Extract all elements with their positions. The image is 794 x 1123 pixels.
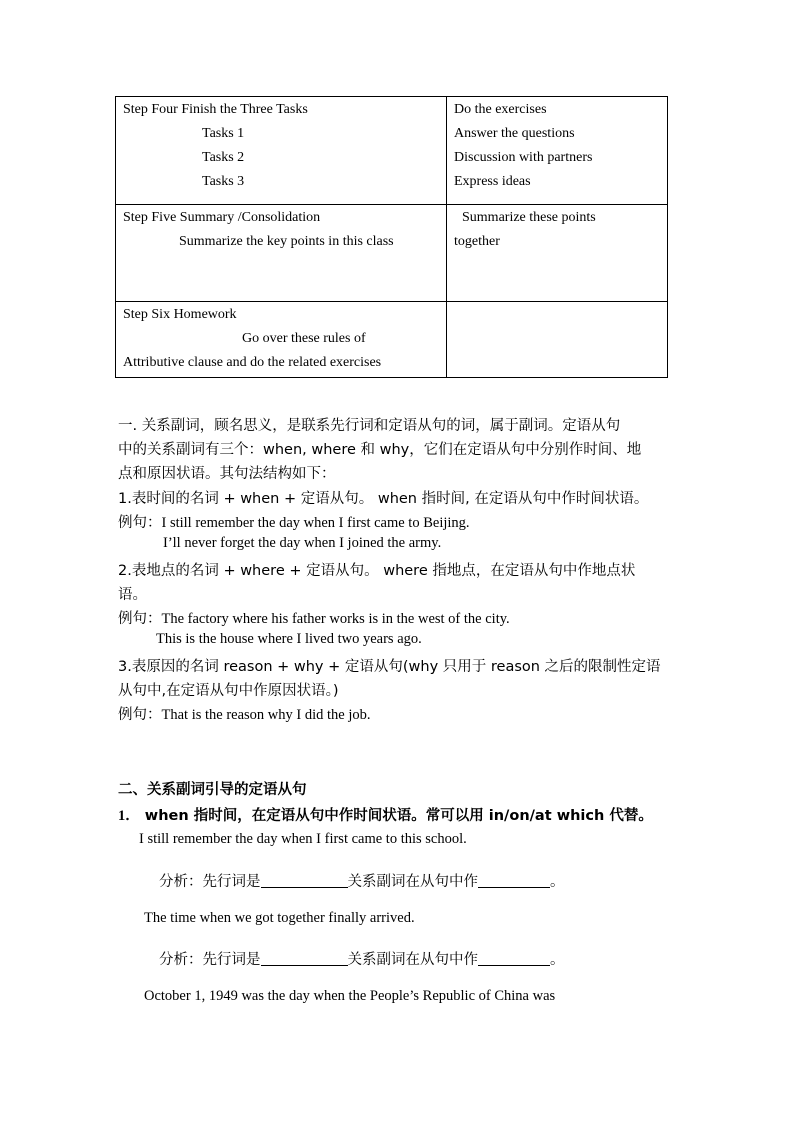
point-1: 1.表时间的名词 + when + 定语从句。 when 指时间, 在定语从句中作时间状语。 xyxy=(118,491,649,507)
step-five-cell xyxy=(116,205,447,302)
step-five-title: Step Five Summary /Consolidation xyxy=(123,210,321,225)
activity-discussion: Discussion with partners xyxy=(454,150,593,165)
answer-blank-antecedent[interactable] xyxy=(261,873,348,888)
table-row xyxy=(116,302,668,378)
example-1b: I’ll never forget the day when I joined the army. xyxy=(163,535,442,551)
answer-blank-function[interactable] xyxy=(478,873,550,888)
activity-together: together xyxy=(454,234,500,249)
point-2-line-2: 语。 xyxy=(118,587,147,603)
activity-exercises: Do the exercises xyxy=(454,102,547,117)
task-1: Tasks 1 xyxy=(202,126,245,141)
task-2: Tasks 2 xyxy=(202,150,245,165)
step-five-activities-cell xyxy=(447,205,668,302)
answer-blank-function[interactable] xyxy=(478,951,550,966)
analysis-1: 分析：先行词是 关系副词在从句中作 。 xyxy=(159,874,565,890)
table-row xyxy=(116,97,668,205)
example-sentence-2: The time when we got together finally arrived. xyxy=(144,910,415,926)
step-five-detail: Summarize the key points in this class xyxy=(179,234,394,249)
intro-line-2: 中的关系副词有三个：when, where 和 why，它们在定语从句中分别作时间、地 xyxy=(118,442,642,458)
example-sentence-3: October 1, 1949 was the day when the People’s Republic of China was xyxy=(144,988,556,1004)
answer-blank-antecedent[interactable] xyxy=(261,951,348,966)
task-3: Tasks 3 xyxy=(202,174,245,189)
step-six-cell xyxy=(116,302,447,378)
activity-express: Express ideas xyxy=(454,174,531,189)
table-row xyxy=(116,205,668,302)
analysis-2: 分析：先行词是 关系副词在从句中作 。 xyxy=(159,952,565,968)
example-3a: 例句：That is the reason why I did the job. xyxy=(118,707,371,723)
step-six-detail-1: Go over these rules of xyxy=(242,331,366,346)
activity-questions: Answer the questions xyxy=(454,126,575,141)
section-two-point-1: 1． when 指时间，在定语从句中作时间状语。常可以用 in/on/at which 代替。 xyxy=(118,808,653,824)
point-3-line-1: 3.表原因的名词 reason + why + 定语从句(why 只用于 reason 之后的限制性定语 xyxy=(118,659,661,675)
point-3-line-2: 从句中,在定语从句中作原因状语。) xyxy=(118,683,339,699)
intro-line-3: 点和原因状语。其句法结构如下： xyxy=(118,466,336,482)
intro-line-1: 一. 关系副词，顾名思义，是联系先行词和定语从句的词，属于副词。定语从句 xyxy=(118,418,621,434)
step-six-title: Step Six Homework xyxy=(123,307,237,322)
step-four-title: Step Four Finish the Three Tasks xyxy=(123,102,308,117)
activity-summarize: Summarize these points xyxy=(462,210,596,225)
lesson-plan-table xyxy=(115,96,668,378)
point-2-line-1: 2.表地点的名词 + where + 定语从句。 where 指地点，在定语从句中作地点状 xyxy=(118,563,636,579)
step-four-cell xyxy=(116,97,447,205)
section-two-heading: 二、关系副词引导的定语从句 xyxy=(118,782,307,798)
example-1a: 例句：I still remember the day when I first came to Beijing. xyxy=(118,515,470,531)
step-six-empty-cell xyxy=(447,302,668,378)
example-sentence-1: I still remember the day when I first came to this school. xyxy=(139,831,467,847)
step-six-detail-2: Attributive clause and do the related exercises xyxy=(123,355,382,370)
example-2b: This is the house where I lived two years ago. xyxy=(156,631,422,647)
example-2a: 例句：The factory where his father works is in the west of the city. xyxy=(118,611,510,627)
step-four-activities-cell xyxy=(447,97,668,205)
